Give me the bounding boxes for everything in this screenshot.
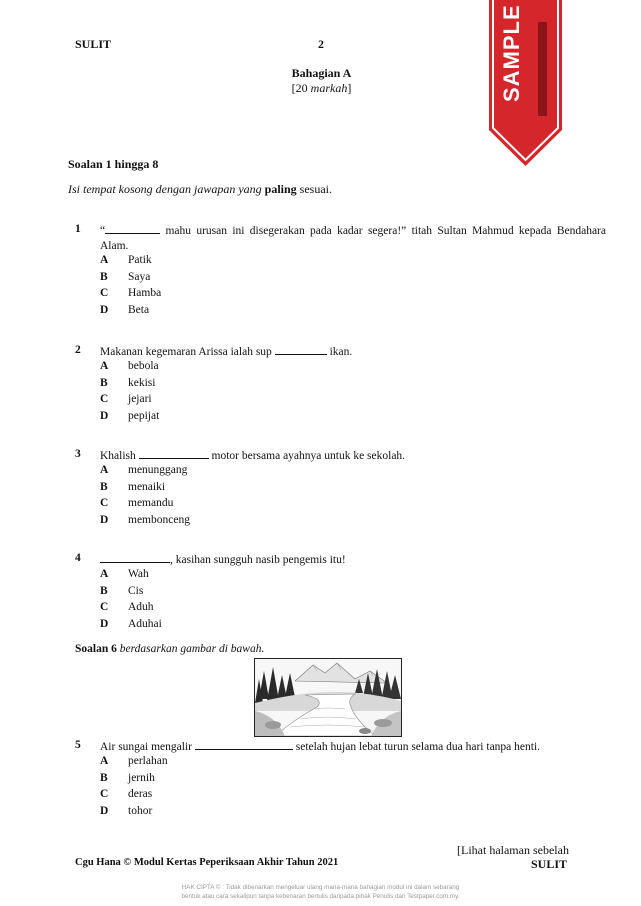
option-text: Aduhai	[128, 617, 162, 630]
option-text: Saya	[128, 270, 151, 283]
sample-ribbon	[489, 0, 562, 166]
marks-open: [20	[291, 81, 311, 95]
stem-after: setelah hujan lebat turun selama dua hari tanpa henti.	[292, 741, 541, 753]
footer-credit: Cgu Hana © Modul Kertas Peperiksaan Akhir Tahun 2021	[75, 857, 339, 868]
option-text: jejari	[128, 393, 152, 405]
option-text: Hamba	[128, 287, 162, 299]
option-text: menunggang	[128, 464, 188, 476]
stem-after: , kasihan sungguh nasib pengemis itu!	[170, 554, 346, 566]
copyright-line-2: bentuk atau cara sekalipun tanpa kebenaran bertulis daripada pihak Penulis dan Testpaper.com.my.	[181, 892, 460, 900]
option-text: membonceng	[128, 513, 190, 526]
section-title: Bahagian A	[291, 66, 352, 80]
instruction-bold: paling	[264, 182, 297, 196]
landscape-drawing	[255, 659, 401, 736]
option-letter: B	[100, 270, 108, 283]
ribbon-strip	[538, 22, 547, 116]
option-text: kekisi	[128, 376, 156, 389]
option-letter: D	[100, 617, 109, 630]
sample-label: SAMPLE	[499, 4, 524, 102]
instruction-italic: Isi tempat kosong dengan jawapan yang	[68, 182, 265, 196]
question-stem	[100, 223, 606, 254]
option-letter: D	[100, 303, 109, 316]
question-stem	[100, 739, 606, 755]
option-letter: A	[100, 755, 109, 767]
option-letter: B	[100, 480, 108, 493]
option-text: bebola	[128, 360, 159, 372]
option-text: tohor	[128, 804, 153, 817]
picture-instruction	[75, 643, 264, 655]
picture-instruction-bold: Soalan 6	[75, 643, 117, 655]
instruction-end: sesuai.	[296, 182, 332, 196]
question-range: Soalan 1 hingga 8	[68, 157, 159, 171]
copyright-notice	[100, 884, 541, 901]
option-letter: B	[100, 584, 108, 597]
option-letter: C	[100, 393, 109, 405]
option-letter: D	[100, 804, 109, 817]
option-letter: C	[100, 788, 109, 800]
question-number: 4	[75, 552, 81, 564]
option-text: pepijat	[128, 409, 160, 422]
instruction	[68, 182, 332, 197]
question-stem	[100, 552, 606, 568]
page-number: 2	[318, 37, 324, 51]
stem-before: Khalish	[100, 450, 139, 462]
marks-close: ]	[347, 81, 352, 95]
option-text: jernih	[128, 771, 155, 784]
option-letter: C	[100, 287, 109, 299]
option-letter: D	[100, 513, 109, 526]
answer-blank	[100, 552, 170, 563]
option-text: Cis	[128, 584, 144, 597]
stem-after: mahu urusan ini disegerakan pada kadar segera!” titah Sultan Mahmud kepada Bendahara Alam.	[100, 225, 606, 252]
option-letter: D	[100, 409, 109, 422]
answer-blank	[275, 344, 327, 355]
option-text: Patik	[128, 254, 152, 266]
option-text: perlahan	[128, 755, 168, 767]
option-letter: A	[100, 568, 109, 580]
option-text: memandu	[128, 497, 174, 509]
question-number: 5	[75, 739, 81, 751]
question-stem	[100, 344, 606, 360]
option-text: Wah	[128, 568, 149, 580]
river-landscape-image	[254, 658, 402, 737]
option-letter: A	[100, 360, 109, 372]
option-letter: B	[100, 376, 108, 389]
option-letter: C	[100, 601, 109, 613]
question-number: 3	[75, 448, 81, 460]
footer-sulit: SULIT	[531, 857, 568, 871]
option-text: menaiki	[128, 480, 166, 493]
option-letter: B	[100, 771, 108, 784]
stem-before: Air sungai mengalir	[100, 741, 195, 753]
option-text: Beta	[128, 303, 150, 316]
option-letter: A	[100, 254, 109, 266]
section-marks	[250, 81, 393, 96]
next-page-note: [Lihat halaman sebelah	[457, 843, 569, 857]
answer-blank	[195, 739, 293, 750]
stem-after: ikan.	[326, 346, 353, 358]
stem-before: Makanan kegemaran Arissa ialah sup	[100, 346, 275, 358]
picture-instruction-italic: berdasarkan gambar di bawah.	[116, 643, 265, 655]
marks-word: markah	[310, 81, 348, 95]
copyright-line-1: HAK CIPTA © : Tidak dibenarkan mengeluar ulang mana-mana bahagian modul ini dalam sebarang	[181, 884, 460, 891]
stem-before: “	[100, 225, 106, 237]
option-letter: A	[100, 464, 109, 476]
question-stem	[100, 448, 606, 464]
option-letter: C	[100, 497, 109, 509]
question-number: 1	[75, 223, 81, 235]
option-text: Aduh	[128, 601, 154, 613]
option-text: deras	[128, 788, 153, 800]
header-sulit: SULIT	[75, 37, 112, 51]
stem-after: motor bersama ayahnya untuk ke sekolah.	[208, 450, 406, 462]
answer-blank	[139, 448, 209, 459]
answer-blank	[105, 223, 160, 234]
question-number: 2	[75, 344, 81, 356]
